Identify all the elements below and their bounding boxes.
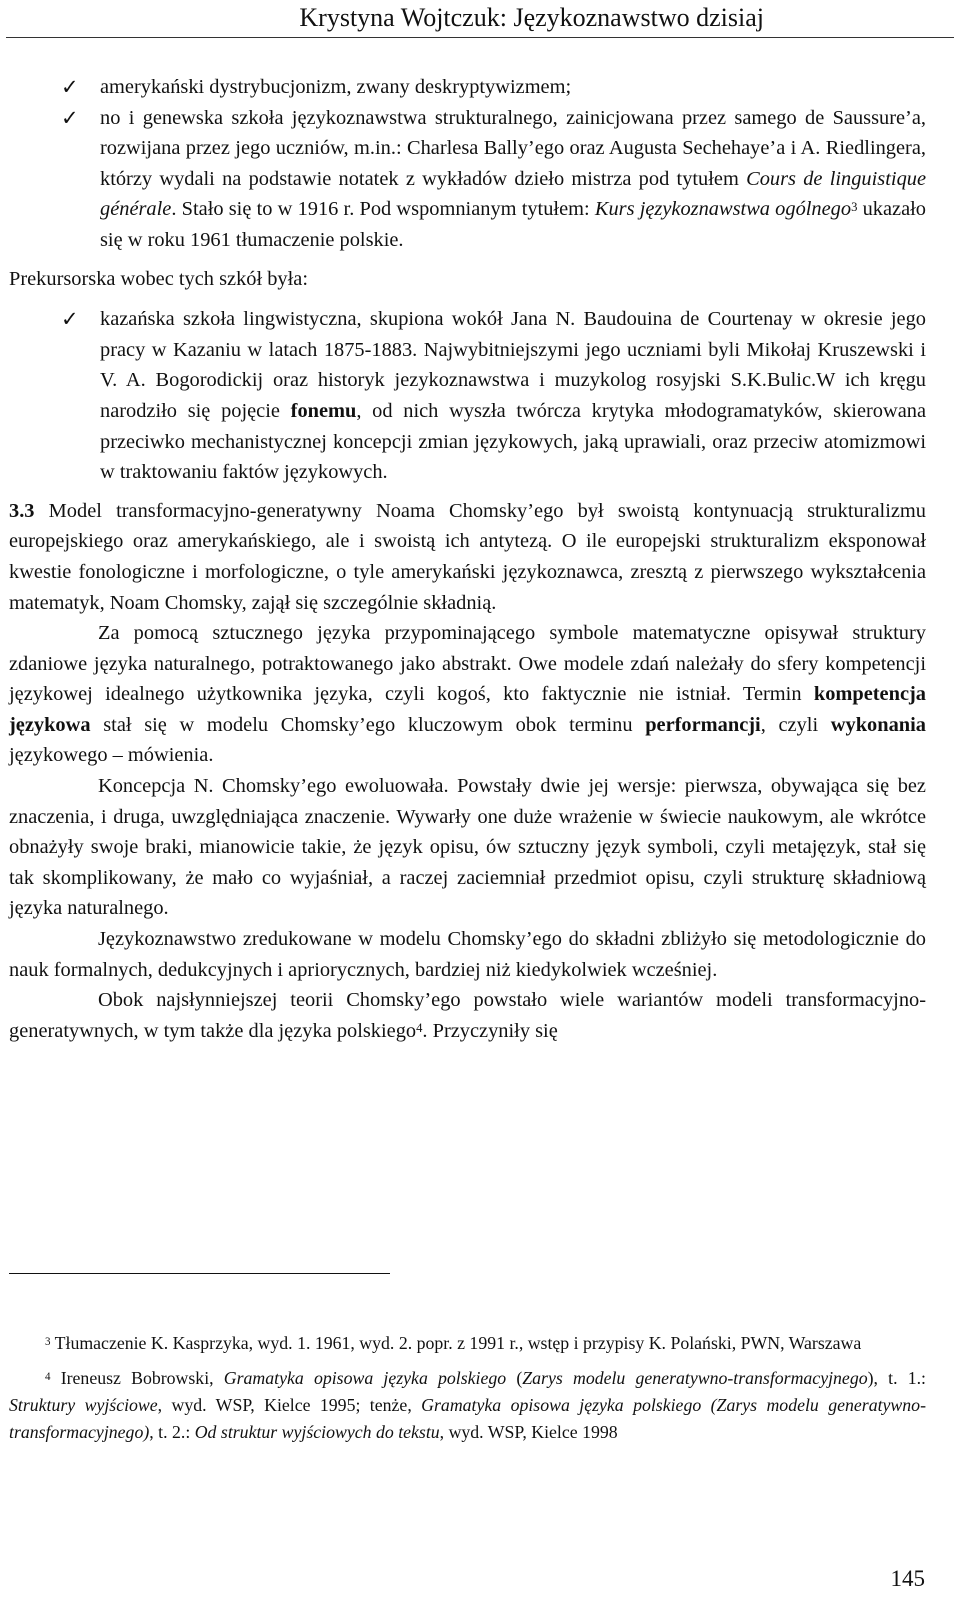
paragraph-text: . Przyczyniły się [422,1019,558,1042]
book-title: Gramatyka opisowa języka polskiego (Zarys modelu generatywno-transformacyjnego) [9,1395,926,1442]
paragraph-text: , czyli [760,713,831,736]
footnote-ref: 4 [416,1021,423,1036]
list-item-text: ukazało się w roku 1961 tłumaczenie polskie. [100,198,926,251]
check-icon: ✓ [61,105,79,130]
footnote-text: ( [506,1368,523,1388]
running-header [6,0,954,38]
paragraph: Językoznawstwo zredukowane w modelu Chomsky’ego do składni zbliżyło się metodologicznie do nauk formalnych, dedukcyjnych i apriorycznych, bardziej niż kiedykolwiek wcześniej. [9,928,926,981]
intro-line: Prekursorska wobec tych szkół była: [9,267,308,290]
paragraph-text: językowego – mówienia. [9,744,214,767]
book-title: Cours de linguistique générale [100,167,927,221]
paragraph [9,985,926,1046]
paragraph-text: stał się w modelu Chomsky’ego kluczowym obok terminu [90,713,646,736]
key-term: kompetencja językowa [9,683,926,736]
paragraph: Koncepcja N. Chomsky’ego ewoluowała. Powstały dwie jej wersje: pierwsza, obywająca się bez znaczenia, i druga, uwzględniająca znaczenie. Wywarły one duże wrażenie w świecie naukowym, ale wkrótce obnażyły swoje braki, mianowicie takie, że język opisu, ów sztuczny język symboli, czyli metajęzyk, stał się tak skomplikowany, że mało co wyjaśniał, a raczej zaciemniał przedmiot opisu, czyli strukturę składniową języka naturalnego. [9,775,926,920]
book-subtitle: Zarys modelu generatywno-transformacyjnego [522,1368,868,1388]
footnote-text: , wyd. WSP, Kielce 1995; tenże, [157,1395,422,1415]
footnote [9,1365,926,1446]
book-title: Kurs językoznawstwa ogólnego [594,198,852,221]
key-term: performancji [645,713,761,736]
list-item [9,72,926,103]
main-text [9,72,926,1046]
book-title: Gramatyka opisowa języka polskiego [223,1368,507,1388]
list-item-text: . Stało się to w 1916 r. Pod wspomnianym tytułem: [171,198,595,221]
section-paragraph [9,496,926,618]
page-number: 145 [890,1566,925,1591]
key-term: fonemu [290,399,357,422]
footnotes [9,1330,926,1454]
list-item-text: no i genewska szkoła językoznawstwa strukturalnego, zainicjowana przez samego de Saussure’a, rozwijana przez jego uczniów, m.in.: Charlesa Bally’ego oraz Augusta Sechehaye’a i A. Riedlingera, którzy wydali na podstawie notatek z wykładów dzieło mistrza pod tytułem [100,106,926,190]
list-item [9,103,926,256]
footnote-text: , t. 2.: [149,1422,195,1442]
list-item-text: , od nich wyszła twórcza krytyka młodogramatyków, skierowana przeciwko mechanistycznej koncepcji zmian językowych, jaką uprawiali, oraz przeciw atomizmowi w traktowaniu faktów językowych. [100,399,926,484]
paragraph [9,618,926,771]
footnote-text: Tłumaczenie K. Kasprzyka, wyd. 1. 1961, wyd. 2. popr. z 1991 r., wstęp i przypisy K. Polański, PWN, Warszawa [50,1333,862,1353]
paragraph-text: Za pomocą sztucznego języka przypominającego symbole matematyczne opisywał struktury zdaniowe języka naturalnego, potraktowanego jako abstrakt. Owe modele zdań należały do sfery kompetencji językowej idealnego użytkownika języka, czyli kogoś, kto faktycznie nie istniał. Termin [9,622,926,706]
paragraph-text: Model transformacyjno-generatywny Noama Chomsky’ego był swoistą kontynuacją strukturalizmu europejskiego oraz amerykańskiego, ale i swoistą ich antytezą. O ile europejski strukturalizm eksponował kwestie fonologiczne i morfologiczne, o tyle amerykański językoznawca, zresztą z pierwszego wykształcenia matematyk, Noam Chomsky, zajął się szczególnie składnią. [9,499,926,614]
footnote-text: ), t. 1.: [867,1368,926,1388]
book-title: Od struktur wyjściowych do tekstu [194,1422,440,1442]
section-number: 3.3 [9,499,35,522]
list-item-text: kazańska szkoła lingwistyczna, skupiona wokół Jana N. Baudouina de Courtenay w okresie jego pracy w Kazaniu w latach 1875-1883. Najwybitniejszymi jego uczniami byli Mikołaj Kruszewski i V. A. Bogorodickij oraz historyk jezykoznawstwa i muzykolog rosyjski S.K.Bulic.W ich kręgu narodziło się pojęcie [100,308,926,422]
check-icon: ✓ [61,75,79,99]
list-item [9,304,926,488]
paragraph-text: Obok najsłynniejszej teorii Chomsky’ego powstało wiele wariantów modeli transformacyjno-generatywnych, w tym także dla języka polskiego [9,989,926,1042]
check-icon: ✓ [61,307,79,332]
book-title: Struktury wyjściowe [9,1395,158,1415]
footnote [9,1330,926,1357]
footnote-marker: 3 [45,1336,51,1349]
footnote-text: , wyd. WSP, Kielce 1998 [439,1422,618,1442]
footnote-ref: 3 [851,199,858,214]
footnote-separator [9,1273,390,1274]
footnote-marker: 4 [45,1371,51,1384]
running-title: Krystyna Wojtczuk: Językoznawstwo dzisiaj [299,3,764,32]
key-term: wykonania [830,713,926,736]
footnote-text: Ireneusz Bobrowski, [50,1368,224,1388]
list-item-text: amerykański dystrybucjonizm, zwany deskryptywizmem; [100,76,572,98]
